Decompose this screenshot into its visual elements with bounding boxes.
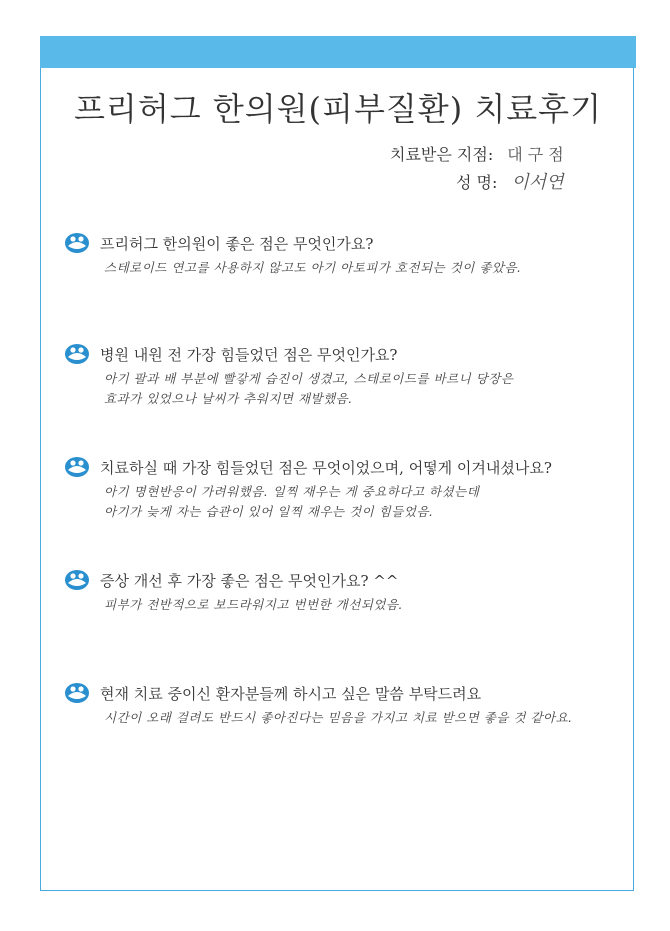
answer-text (104, 708, 624, 728)
question-text: 증상 개선 후 가장 좋은 점은 무엇인가요? ^^ (100, 571, 399, 590)
hug-logo-icon (64, 569, 90, 591)
question-block-3 (64, 456, 624, 522)
branch-value: 대 구 점 (507, 145, 564, 164)
question-block-2 (64, 343, 624, 409)
answer-line: 아기 명현반응이 가려워했음. 일찍 재우는 게 중요하다고 하셨는데 (104, 484, 480, 499)
name-label: 성 명: (456, 173, 498, 192)
answer-text (104, 369, 624, 409)
hug-logo-icon (64, 232, 90, 254)
hug-logo-icon (64, 343, 90, 365)
hug-logo-icon (64, 682, 90, 704)
answer-line: 아기 팔과 배 부분에 빨갛게 습진이 생겼고, 스테로이드를 바르니 당장은 (104, 371, 514, 386)
answer-text (104, 258, 624, 278)
branch-row (390, 142, 564, 165)
answer-text (104, 482, 624, 522)
question-text: 프리허그 한의원이 좋은 점은 무엇인가요? (100, 234, 374, 253)
answer-line: 스테로이드 연고를 사용하지 않고도 아기 아토피가 호전되는 것이 좋았음. (104, 260, 522, 275)
question-text: 치료하실 때 가장 힘들었던 점은 무엇이었으며, 어떻게 이겨내셨나요? (100, 458, 552, 477)
answer-line: 시간이 오래 걸려도 반드시 좋아진다는 믿음을 가지고 치료 받으면 좋을 것 같아요. (104, 710, 573, 725)
name-value: 이서연 (511, 172, 564, 193)
answer-line: 아기가 늦게 자는 습관이 있어 일찍 재우는 것이 힘들었음. (104, 504, 434, 519)
name-row (456, 168, 564, 194)
answer-line: 피부가 전반적으로 보드라워지고 번번한 개선되었음. (104, 597, 404, 612)
answer-text (104, 595, 624, 615)
question-block-4 (64, 569, 624, 615)
question-text: 병원 내원 전 가장 힘들었던 점은 무엇인가요? (100, 345, 398, 364)
header-bar (40, 36, 636, 68)
question-block-5 (64, 682, 624, 728)
question-text: 현재 치료 중이신 환자분들께 하시고 싶은 말씀 부탁드려요 (100, 684, 482, 703)
answer-line: 효과가 있었으나 날씨가 추워지면 재발했음. (104, 391, 353, 406)
branch-label: 치료받은 지점: (390, 145, 494, 164)
hug-logo-icon (64, 456, 90, 478)
question-block-1 (64, 232, 624, 278)
page-title: 프리허그 한의원(피부질환) 치료후기 (74, 90, 602, 128)
